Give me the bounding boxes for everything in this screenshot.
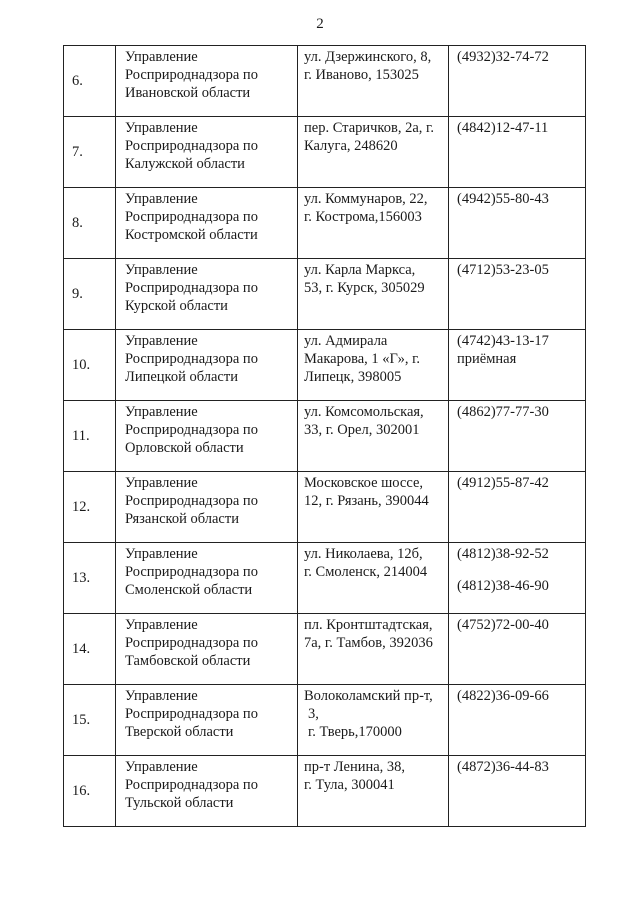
offices-table <box>63 45 586 827</box>
address-line: г. Кострома,156003 <box>304 209 422 225</box>
office-name-cell <box>116 188 298 259</box>
office-name-cell <box>116 756 298 827</box>
address-line: г. Смоленск, 214004 <box>304 564 428 580</box>
phone-cell <box>449 756 586 827</box>
phone-cell <box>449 259 586 330</box>
address-line: г. Тула, 300041 <box>304 777 395 793</box>
phone-number: (4932)32-74-72 <box>457 49 549 65</box>
address-line: 7а, г. Тамбов, 392036 <box>304 635 433 651</box>
table-row <box>64 188 586 259</box>
office-name-line: Росприроднадзора по <box>125 280 258 296</box>
table-row <box>64 401 586 472</box>
address-line: ул. Николаева, 12б, <box>304 546 423 562</box>
address-line: 3, <box>308 706 319 722</box>
office-name-cell <box>116 117 298 188</box>
address-cell <box>298 756 449 827</box>
row-number: 14. <box>64 614 116 685</box>
address-line: ул. Карла Маркса, <box>304 262 416 278</box>
address-line: Калуга, 248620 <box>304 138 398 154</box>
office-name-line: Тверской области <box>125 724 234 740</box>
address-line: пер. Старичков, 2а, г. <box>304 120 434 136</box>
table-row <box>64 46 586 117</box>
table-row <box>64 756 586 827</box>
phone-number: (4912)55-87-42 <box>457 475 549 491</box>
address-cell <box>298 614 449 685</box>
row-number: 11. <box>64 401 116 472</box>
office-name-line: Тульской области <box>125 795 234 811</box>
office-name-line: Управление <box>125 475 198 491</box>
office-name-cell <box>116 472 298 543</box>
phone-number: (4942)55-80-43 <box>457 191 549 207</box>
address-line: Макарова, 1 «Г», г. <box>304 351 421 367</box>
office-name-line: Курской области <box>125 298 228 314</box>
office-name-cell <box>116 685 298 756</box>
address-cell <box>298 259 449 330</box>
row-number: 16. <box>64 756 116 827</box>
address-line: 33, г. Орел, 302001 <box>304 422 420 438</box>
office-name-line: Росприроднадзора по <box>125 493 258 509</box>
office-name-line: Калужской области <box>125 156 245 172</box>
address-cell <box>298 117 449 188</box>
office-name-line: Управление <box>125 759 198 775</box>
row-number: 13. <box>64 543 116 614</box>
address-line: г. Тверь,170000 <box>308 724 402 740</box>
address-cell <box>298 188 449 259</box>
office-name-line: Управление <box>125 262 198 278</box>
phone-cell <box>449 685 586 756</box>
address-line: ул. Комсомольская, <box>304 404 424 420</box>
office-name-line: Смоленской области <box>125 582 253 598</box>
phone-cell <box>449 46 586 117</box>
phone-number: (4842)12-47-11 <box>457 120 549 136</box>
address-line: Волоколамский пр-т, <box>304 688 433 704</box>
address-line: Московское шоссе, <box>304 475 424 491</box>
office-name-line: Управление <box>125 191 198 207</box>
office-name-line: Управление <box>125 617 198 633</box>
phone-number: (4862)77-77-30 <box>457 404 549 420</box>
office-name-line: Росприроднадзора по <box>125 635 258 651</box>
office-name-line: Управление <box>125 333 198 349</box>
phone-number: (4712)53-23-05 <box>457 262 549 278</box>
row-number: 7. <box>64 117 116 188</box>
office-name-line: Управление <box>125 688 198 704</box>
phone-number: (4812)38-46-90 <box>457 578 549 594</box>
row-number: 15. <box>64 685 116 756</box>
table-row <box>64 117 586 188</box>
office-name-cell <box>116 259 298 330</box>
row-number: 9. <box>64 259 116 330</box>
address-line: пл. Кронтштадтская, <box>304 617 433 633</box>
office-name-line: Управление <box>125 404 198 420</box>
phone-cell <box>449 188 586 259</box>
address-cell <box>298 330 449 401</box>
office-name-line: Росприроднадзора по <box>125 777 258 793</box>
phone-cell <box>449 543 586 614</box>
table-row <box>64 472 586 543</box>
office-name-cell <box>116 401 298 472</box>
office-name-line: Управление <box>125 546 198 562</box>
table-row <box>64 685 586 756</box>
phone-number: (4812)38-92-52 <box>457 546 549 562</box>
address-line: пр-т Ленина, 38, <box>304 759 406 775</box>
office-name-line: Ивановской области <box>125 85 251 101</box>
phone-note: приёмная <box>457 351 517 367</box>
phone-number: (4872)36-44-83 <box>457 759 549 775</box>
office-name-line: Костромской области <box>125 227 258 243</box>
row-number: 8. <box>64 188 116 259</box>
office-name-line: Росприроднадзора по <box>125 351 258 367</box>
office-name-line: Орловской области <box>125 440 244 456</box>
address-cell <box>298 46 449 117</box>
office-name-cell <box>116 543 298 614</box>
office-name-line: Росприроднадзора по <box>125 67 258 83</box>
office-name-line: Управление <box>125 49 198 65</box>
office-name-cell <box>116 614 298 685</box>
address-line: 12, г. Рязань, 390044 <box>304 493 429 509</box>
office-name-cell <box>116 330 298 401</box>
phone-number: (4742)43-13-17 <box>457 333 549 349</box>
phone-cell <box>449 614 586 685</box>
address-line: Липецк, 398005 <box>304 369 402 385</box>
address-cell <box>298 401 449 472</box>
address-line: г. Иваново, 153025 <box>304 67 419 83</box>
address-line: ул. Коммунаров, 22, <box>304 191 428 207</box>
table-row <box>64 614 586 685</box>
row-number: 12. <box>64 472 116 543</box>
offices-table-body <box>64 46 586 827</box>
office-name-line: Росприроднадзора по <box>125 209 258 225</box>
address-cell <box>298 685 449 756</box>
phone-number: (4822)36-09-66 <box>457 688 549 704</box>
table-row <box>64 543 586 614</box>
address-cell <box>298 543 449 614</box>
phone-cell <box>449 401 586 472</box>
office-name-line: Тамбовской области <box>125 653 251 669</box>
office-name-line: Росприроднадзора по <box>125 422 258 438</box>
row-number: 6. <box>64 46 116 117</box>
phone-cell <box>449 330 586 401</box>
office-name-cell <box>116 46 298 117</box>
address-cell <box>298 472 449 543</box>
address-line: 53, г. Курск, 305029 <box>304 280 425 296</box>
phone-cell <box>449 472 586 543</box>
office-name-line: Росприроднадзора по <box>125 138 258 154</box>
office-name-line: Росприроднадзора по <box>125 564 258 580</box>
table-row <box>64 330 586 401</box>
page-number: 2 <box>316 16 324 32</box>
row-number: 10. <box>64 330 116 401</box>
office-name-line: Росприроднадзора по <box>125 706 258 722</box>
table-row <box>64 259 586 330</box>
phone-cell <box>449 117 586 188</box>
office-name-line: Липецкой области <box>125 369 238 385</box>
office-name-line: Управление <box>125 120 198 136</box>
phone-number: (4752)72-00-40 <box>457 617 549 633</box>
phone-gap <box>457 563 583 577</box>
address-line: ул. Дзержинского, 8, <box>304 49 432 65</box>
address-line: ул. Адмирала <box>304 333 388 349</box>
office-name-line: Рязанской области <box>125 511 239 527</box>
